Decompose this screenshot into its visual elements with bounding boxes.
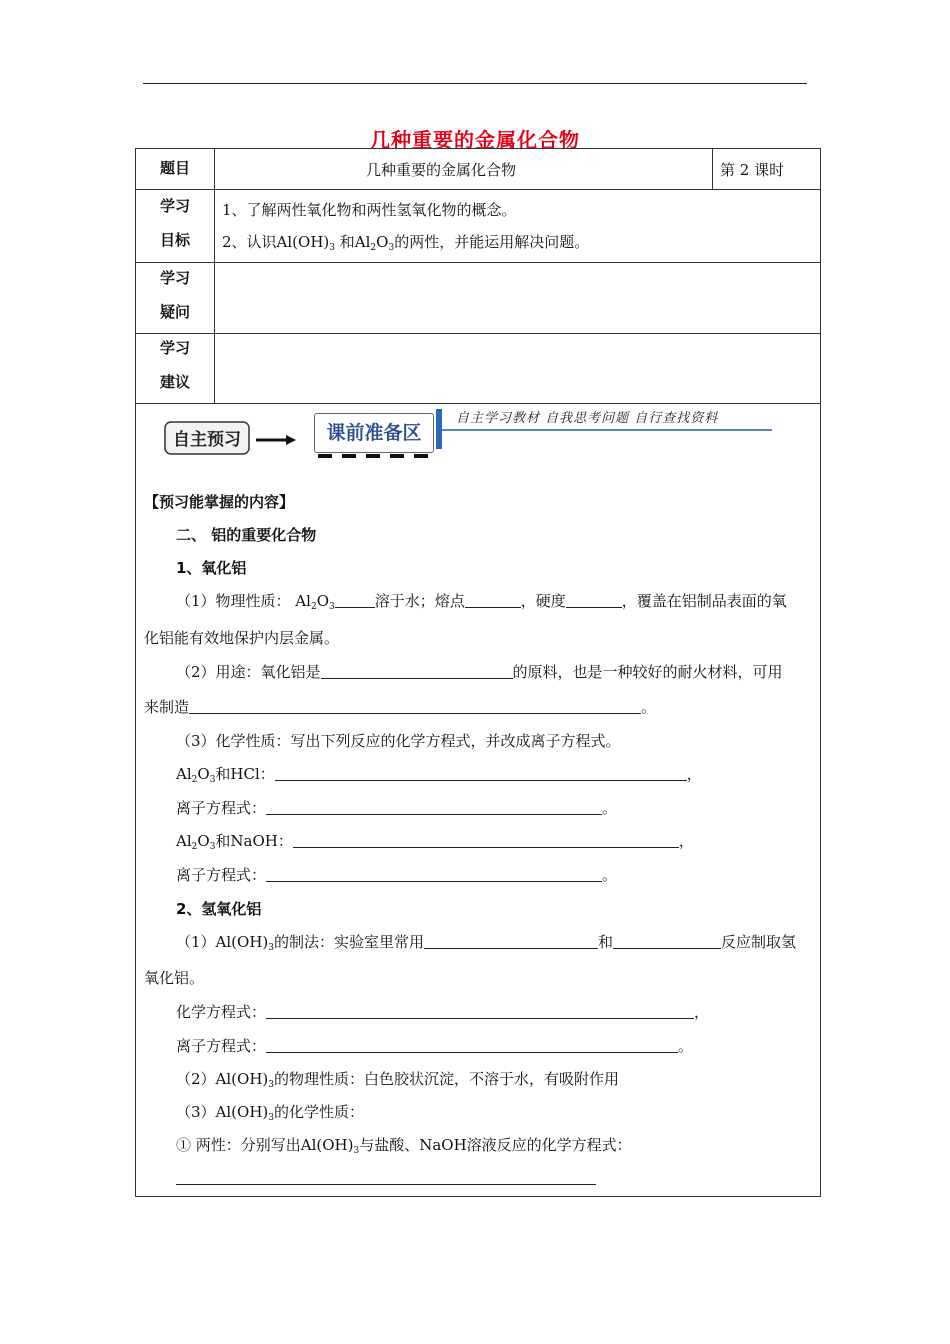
blank-manufacture[interactable] [189,699,641,714]
hydroxide-physical-line: $(2)Al(OH)_3$的物理性质：白色胶状沉淀，不溶于水，有吸附作用 [176,1070,620,1090]
subsection-alumina: 1、氧化铝 [176,559,247,577]
row-divider [136,333,820,334]
stamp-text: 自主预习 [173,430,241,450]
blank-amphoteric-equations[interactable] [176,1170,596,1185]
physical-properties-cont: 化铝能有效地保护内层金属。 [144,629,340,647]
blank-chemical-equation[interactable] [266,1004,694,1019]
blank-ionic-naoh[interactable] [266,867,602,882]
blank-reagent-1[interactable] [424,934,598,949]
preview-banner [164,407,796,471]
blank-ionic-hcl[interactable] [266,800,602,815]
blank-solubility[interactable] [335,593,375,608]
physical-properties-line: （1）物理性质： $Al_2O_3$ 溶于水；熔点 ，硬度 ，覆盖在铝制品表面的氧 [176,592,787,612]
uses-line-cont: 来制造 。 [144,698,657,716]
document-title: 几种重要的金属化合物 [370,128,580,152]
chemical-properties-line: （3）化学性质：写出下列反应的化学方程式，并改成离子方程式。 [176,732,621,750]
goals-label-2: 目标 [159,231,190,249]
blank-raw-material[interactable] [321,664,513,679]
banner-title: 课前准备区 [314,413,434,453]
advice-label-2: 建议 [159,373,190,391]
banner-slogan: 自主学习教材 自我思考问题 自行查找资料 [456,411,719,426]
questions-label-1: 学习 [159,269,190,287]
chemical-equation-line: 化学方程式： ， [176,1003,710,1021]
advice-label-1: 学习 [159,339,190,357]
ionic-equation-line: 离子方程式： 。 [176,1037,694,1055]
answer-line [176,1169,596,1187]
equation-hcl-line: $Al_2O_3$和HCl： ， [176,765,702,785]
uses-line: （2）用途：氧化铝是 的原料，也是一种较好的耐火材料，可用 [176,663,783,681]
topic-label: 题目 [159,159,190,177]
column-divider [214,149,215,403]
ionic-equation-hcl-line: 离子方程式： 。 [176,799,618,817]
amphoteric-line: ① 两性：分别写出$Al(OH)_3$与盐酸、NaOH溶液反应的化学方程式： [176,1136,632,1156]
topic-value: 几种重要的金属化合物 [366,161,517,179]
lesson-table [135,148,821,1197]
section-heading: 二、 铝的重要化合物 [176,526,317,544]
blank-ionic-equation[interactable] [266,1038,678,1053]
column-divider [712,149,713,189]
blank-equation-naoh[interactable] [293,833,679,848]
arrow-right-icon [256,435,296,445]
goal-1: 1、了解两性氧化物和两性氢氧化物的概念。 [222,201,517,219]
goal-2: 2、认识$Al(OH)_3$ 和$Al_2O_3$的两性，并能运用解决问题。 [222,233,590,253]
ionic-equation-naoh-line: 离子方程式： 。 [176,866,618,884]
equation-naoh-line: $Al_2O_3$和NaOH： ， [176,832,694,852]
blank-hardness[interactable] [566,593,622,608]
questions-label-2: 疑问 [159,303,190,321]
content-heading: 【预习能掌握的内容】 [144,493,295,511]
subsection-aluminum-hydroxide: 2、氢氧化铝 [176,900,262,918]
goals-label-1: 学习 [159,197,190,215]
period-value: 第 2 课时 [720,161,785,179]
stamp-graphic [164,421,250,455]
banner-accent-line [442,429,772,431]
blank-equation-hcl[interactable] [275,766,687,781]
preparation-line-cont: 氧化铝。 [144,969,205,987]
row-divider [136,189,820,190]
preparation-line: $(1)Al(OH)_3$的制法：实验室里常用 和 反应制取氢 [176,933,797,953]
row-divider [136,403,820,404]
blank-melting-point[interactable] [465,593,521,608]
hydroxide-chemical-line: $(3)Al(OH)_3$的化学性质： [176,1103,365,1123]
blank-reagent-2[interactable] [613,934,721,949]
header-rule [143,83,807,84]
dash-decoration [314,453,432,459]
row-divider [136,262,820,263]
